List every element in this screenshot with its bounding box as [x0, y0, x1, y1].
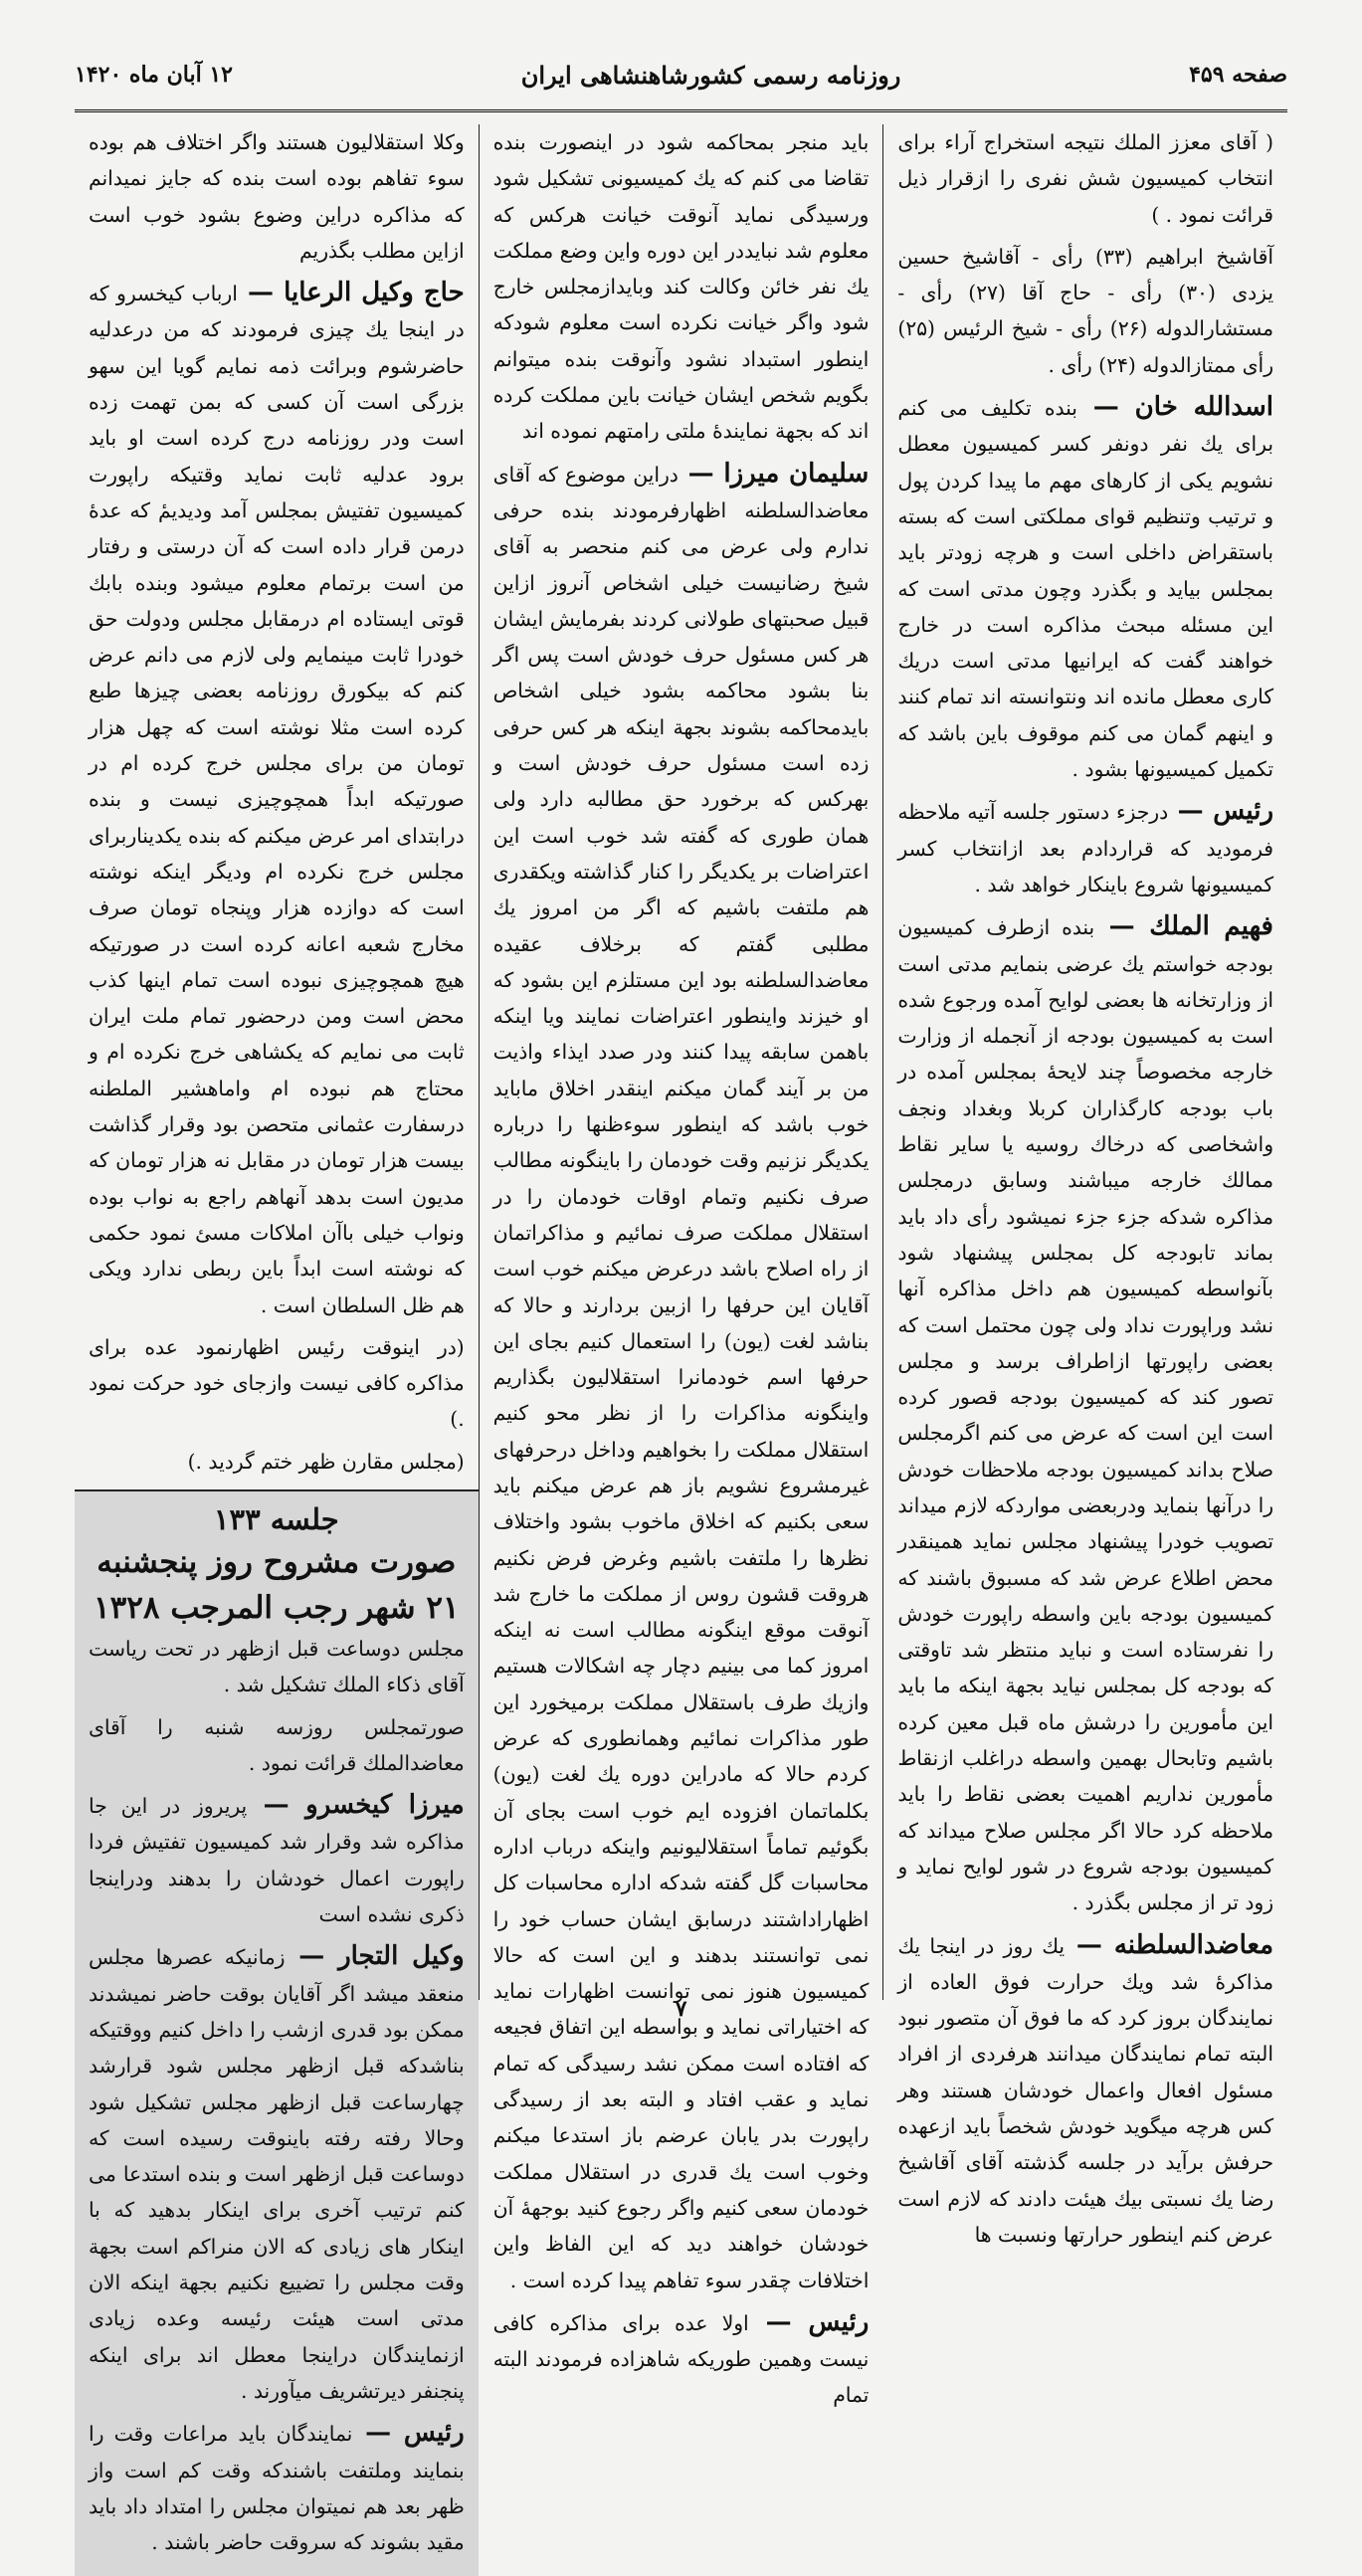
paragraph [897, 124, 1273, 233]
paragraph [897, 793, 1273, 902]
paragraph-text: دراین موضوع که آقای معاضدالسلطنه اظهارفرمودند بنده حرفی ندارم ولی عرض می کنم منحصر به آقای شیخ رضانیست خیلی اشخاص آنروز ازاین قبیل صحبتهای طولانی کردند بفرمایش ایشان هر کس مسئول حرف خودش است پس اگر بنا بشود محاکمه بشود خیلی اشخاص بایدمحاکمه بشوند بجهة اینکه هر کس حرفی زده است مسئول حرف خودش است و بهرکس که برخورد حق مطالبه دارد ولی همان طوری که گفته شد خوب است این اعتراضات بر یکدیگر را کنار گذاشته ویکقدری هم ملتفت باشیم که اگر من امروز یك مطلبی گفتم که برخلاف عقیده معاضدالسلطنه بود این مستلزم این بشود که او خیزند واینطور اعتراضات نمایند ویا اینکه باهمن سابقه پیدا کنند ودر صدد ایذاء واذیت من بر آیند گمان میکنم اینقدر اخلاق ماباید خوب باشد که اینطور سوءظنها را درباره یکدیگر نزنیم وقت خودمان را باینگونه مطالب صرف نکنیم وتمام اوقات خودمان را در استقلال مملکت صرف نمائیم و مذاکراتمان از راه اصلاح باشد درعرض میکنم خوب است آقایان این حرفها را ازبین بردارند و حالا که بناشد لغت (یون) را استعمال کنیم بجای این حرفها اسم خودمانرا استقلالیون بگذاریم واینگونه مذاکرات را از نظر محو کنیم استقلال مملکت را بخواهیم وداخل درحرفهای غیرمشروع نشویم باز هم عرض میکنم باید سعی بکنیم که اخلاق ماخوب بشود واختلاف نظرها را ملتفت باشیم وغرض فرض نکنیم هروقت قشون روس از مملکت ما خارج شد آنوقت موقع اینگونه مطالب است نه اینکه امروز کما می بینیم دچار چه اشکالات هستیم وازیك طرف باستقلال مملکت برمیخورد این طور مذاکرات نمائیم وهمانطوری که عرض کردم حالا که مادراین دوره یك لغت (یون) بکلماتمان افزوده ایم خوب است بجای آن بگوئیم تماماً استقلالیونیم واینکه درباب اداره محاسبات گل گفته شدکه اداره محاسبات کل اظهاراداشتند درسابق ایشان حساب خود را نمی توانستند بدهند و این است که حالا کمیسیون هنوز نمی توانست اظهارات نماید که اختیاراتی نماید و بواسطه این اتفاق فجیعه که افتاده است ممکن نشد رسیدگی که تمام نماید و عقب افتاد و البته بعد از رسیدگی راپورت بدر یابان عرضم باز استدعا میکنم وخوب است یك قدری در استقلال مملکت خودمان سعی کنیم واگر رجوع کنید بوجههٔ آن خودشان خواهند دید که این الفاظ واین اختلافات چقدر سوء تفاهم پیدا کرده است . [492, 462, 870, 2292]
column-left-top [89, 124, 465, 1480]
paragraph-text: درجزء دستور جلسه آتیه ملاحظه فرمودید که قراردادم بعد ازانتخاب کسر کمیسیونها شروع باینکار خواهد شد . [897, 800, 1273, 896]
paragraph [897, 1927, 1273, 2254]
speaker-name: حاج وکیل الرعایا — [237, 278, 465, 308]
column-left [75, 124, 480, 2555]
speaker-name: معاضدالسلطنه — [1064, 1929, 1273, 1960]
paragraph [89, 1709, 465, 1782]
column-left-bottom [89, 1631, 465, 2560]
page-header [75, 40, 1287, 112]
paragraph [89, 1631, 465, 1703]
column-middle [480, 124, 884, 2408]
session-heading: صورت مشروح روز پنجشنبه ۲۱ شهر رجب المرجب ۱۳۲۸ [93, 1543, 460, 1626]
paragraph [897, 908, 1273, 1920]
paragraph [89, 1787, 465, 1932]
paragraph-text: ارباب کیخسرو که در اینجا یك چیزی فرمودند که من درعدلیه حاضرشوم وبرائت ذمه نمایم گویا این سهو بزرگی است آن کسی که بمن تهمت زده است ودر روزنامه درج کرده است او باید برود عدلیه ثابت نماید وقتیکه راپورت کمیسیون تفتیش بمجلس آمد ودیدیمٔ که عدهٔ درمن قرار داده است که آن درستی و رفتار من است برتمام معلوم میشود وبنده بابك قوتی ایستاده ام درمقابل مجلس ودولت حق خودرا ثابت مینمایم ولی لازم می دانم عرض کنم که بیکورق روزنامه بعضی چیزها طبع کرده است مثلا نوشته است که چهل هزار تومان من برای مجلس خرج کرده ام در صورتیکه ابداً همچوچیزی نیست و بنده درابتدای امر عرض میکنم که بنده یکدیناربرای مجلس خرج نکرده ام ودیگر اینکه نوشته است که دوازده هزار وپنجاه تومان صرف مخارج شعبه اعانه کرده است در صورتیکه هیچ همچوچیزی نبوده است تمام اینها کذب محض است ومن درحضور تمام ملت ایران ثابت می نمایم که یکشاهی خرج نکرده ام و محتاج هم نبوده ام واماهشیر الملطنه درسفارت عثمانی متحصن بود وقرار گذاشت بیست هزار تومان در مقابل نه هزار تومان که مدیون است بدهد آنهاهم راجع به نواب بوده ونواب خیلی باآن املاکات مسئ نمود حکمی که نوشته است ابداً باین ربطی ندارد ویکی هم ظل السلطان است . [88, 282, 465, 1317]
paragraph-text: بنده تکلیف می کنم برای یك نفر دونفر کسر کمیسیون معطل نشویم یکی از کارهای مهم ما پیدا کردن پول و ترتیب وتنظیم قوای مملکتی است که بسته باستقراض داخلی است و هرچه زودتر باید بمجلس بیاید و بگذرد وچون مدتی است که این مسئله مبحث مذاکره است در خارج خواهند گفت که ایرانیها مدتی است دریك کاری معطل مانده اند ونتوانسته اند تمام کنند و اینهم گمان می کنم موقوف باین باشد که تکمیل کمیسیونها بشود . [897, 396, 1273, 782]
paragraph [89, 1444, 465, 1480]
paragraph [89, 2415, 465, 2560]
page-number: صفحه ۴۵۹ [1189, 62, 1287, 88]
paragraph-text: باید منجر بمحاکمه شود در اینصورت بنده تقاضا می کنم که یك کمیسیونی تشکیل شود ورسیدگی نماید آنوقت خیانت هرکس که معلوم شد نبایددر این دوره واین وضع مملکت یك نفر خائن وکالت کند وبایدازمجلس خارج شود واگر خیانت نکرده است معلوم شودکه اینطور استبداد نشود وآنوقت بنده میتوانم بگویم شخص ایشان خیانت باین مملکت کرده اند که بجهة نمایندهٔ ملتی رامتهم نموده اند [492, 130, 870, 444]
paragraph-text: وکلا استقلالیون هستند واگر اختلاف هم بوده سوء تفاهم بوده است بنده که جایز نمیدانم که مذاکره دراین وضوع بشود خوب است ازاین مطلب بگذریم [88, 130, 465, 263]
paragraph-text: زمانیکه عصرها مجلس منعقد میشد اگر آقایان بوقت حاضر نمیشدند ممکن بود قدری ازشب را داخل کنیم ووقتیکه بناشدکه قبل ازظهر مجلس شود قرارشد چهارساعت قبل ازظهر مجلس تشکیل شود وحالا رفته رفته باینوقت رسیده است که دوساعت قبل ازظهر است و بنده استدعا می کنم ترتیب آخری برای اینکار بدهید که با اینکار های زیادی که الان منراکم است بجهة وقت مجلس را تضییع نکنیم بجهة اینکه الان مدتی است هیئت رئیسه وعده زیادی ازنمایندگان دراینجا معطل اند برای اینکه پنجنفر دیرتشریف میآورند . [88, 1945, 465, 2403]
speaker-name: رئیس — [352, 2418, 465, 2449]
speaker-name: سلیمان میرزا — [678, 458, 870, 489]
paragraph [89, 124, 465, 269]
paragraph [89, 1329, 465, 1438]
gazette-title: روزنامه رسمی کشورشاهنشاهی ایران [520, 60, 901, 90]
paragraph [89, 275, 465, 1323]
session-number: جلسه ۱۳۳ [213, 1501, 339, 1536]
paragraph-text: پریروز در این جا مذاکره شد وقرار شد کمیسیون تفتیش فردا راپورت اعمال خودشان را بدهند ودراینجا ذکری نشده است [88, 1794, 465, 1927]
session-box [75, 1489, 479, 2576]
paragraph [493, 124, 870, 450]
paragraph-text: نمایندگان باید مراعات وقت را بنمایند وملتفت باشندکه وقت کم است واز ظهر بعد هم نمیتوان مجلس را امتداد داد باید مقید بشوند که سروقت حاضر باشند . [88, 2422, 465, 2555]
paragraph-text: (مجلس مقارن ظهر ختم گردید .) [187, 1449, 465, 1474]
paragraph [897, 389, 1273, 787]
paragraph-text: اولا عده برای مذاکره کافی نیست وهمین طوریکه شاهزاده فرمودند البته تمام [492, 2310, 870, 2408]
paragraph [897, 239, 1273, 383]
issue-date: ۱۲ آبان ماه ۱۴۲۰ [75, 62, 233, 88]
speaker-name: فهیم الملك — [1094, 911, 1273, 942]
paragraph-text: صورتمجلس روزسه شنبه را آقای معاضدالملك قرائت نمود . [88, 1714, 465, 1775]
paragraph-text: مجلس دوساعت قبل ازظهر در تحت ریاست آقای ذکاء الملك تشکیل شد . [88, 1636, 465, 1697]
speaker-name: اسدالله خان — [1076, 392, 1274, 423]
column-right [883, 124, 1287, 2247]
speaker-name: میرزا کیخسرو — [247, 1790, 465, 1821]
text-columns [75, 124, 1287, 2555]
paragraph-text: (در اینوقت رئیس اظهارنمود عده برای مذاکره کافی نیست وازجای خود حرکت نمود .) [88, 1334, 465, 1432]
paragraph [493, 2304, 870, 2414]
paragraph-text: ( آقای معزز الملك نتیجه استخراج آراء برای انتخاب کمیسیون شش نفری را ازقرار ذیل قرائت نمود . ) [897, 130, 1273, 227]
speaker-name: وکیل التجار — [285, 1941, 465, 1972]
speaker-name: رئیس — [1168, 796, 1274, 827]
speaker-name: رئیس — [748, 2306, 870, 2337]
page-footer-marker: ۷ [675, 1996, 687, 2022]
paragraph-text: بنده ازطرف کمیسیون بودجه خواستم یك عرضی بنمایم مدتی است از وزارتخانه ها بعضی لوایح آمده ورجوع شده است به کمیسیون بودجه از آنجمله از وزارت خارجه مخصوصاً چند لایحهٔ بمجلس آمده در باب بودجه کارگذاران کربلا وبغداد ونجف واشخاصی که درخاك روسیه یا سایر نقاط ممالك خارجه میباشند وسابق درمجلس مذاکره شدکه جزء جزء نمیشود رأی داد باید بماند تابودجه کل بمجلس پیشنهاد شود بآنواسطه کمیسیون هم داخل مذاکره آنها نشد وراپورت نداد ولی چون محتمل است که بعضی راپورتها ازاطراف برسد و مجلس تصور کند که کمیسیون بودجه قصور کرده است این است که عرض می کنم اگرمجلس صلاح بداند کمیسیون بودجه ملاحظات خودش را درآنها بنماید ودربعضی مواردکه لازم میداند تصویب خودرا پیشنهاد مجلس نماید همینقدر محض اطلاع عرض شد که مسبوق باشند که کمیسیون بودجه باین واسطه راپورت خودش را نفرستاده است و نباید منتظر شد تاوقتی که بودجه کل بمجلس نیاید بجهة اینکه ما باید این مأمورین را درشش ماه قبل معین کرده باشیم وتابحال بهمین واسطه دراغلب ازنقاط مأمورین نداریم اهمیت بعضی نقاط را باید ملاحظه کرد حالا اگر مجلس صلاح میداند که کمیسیون بودجه شروع در شور لوایح نماید و زود تر از مجلس بگذرد . [897, 915, 1273, 1915]
paragraph-text: یك روز در اینجا یك مذاکرهٔ شد ویك حرارت فوق العاده از نمایندگان بروز کرد که ما فوق آن متصور نبود البته تمام نمایندگان میدانند هرفردی از افراد مسئول افعال واعمال خودشان هستند وهر کس هرچه میگوید خودش شخصاً باید ازعهده حرفش برآید در جلسه گذشته آقای آقاشیخ رضا یك نسبتی بیك هیئت دادند که لازم است عرض کنم اینطور حرارتها ونسبت ها [897, 1933, 1273, 2247]
paragraph-text: آقاشیخ ابراهیم (۳۳) رأی - آقاشیخ حسین یزدی (۳۰) رأی - حاج آقا (۲۷) رأی - مستشارالدوله (۲۶) رأی - شیخ الرئیس (۲۵) رأی ممتازالدوله (۲۴) رأی . [897, 244, 1274, 377]
